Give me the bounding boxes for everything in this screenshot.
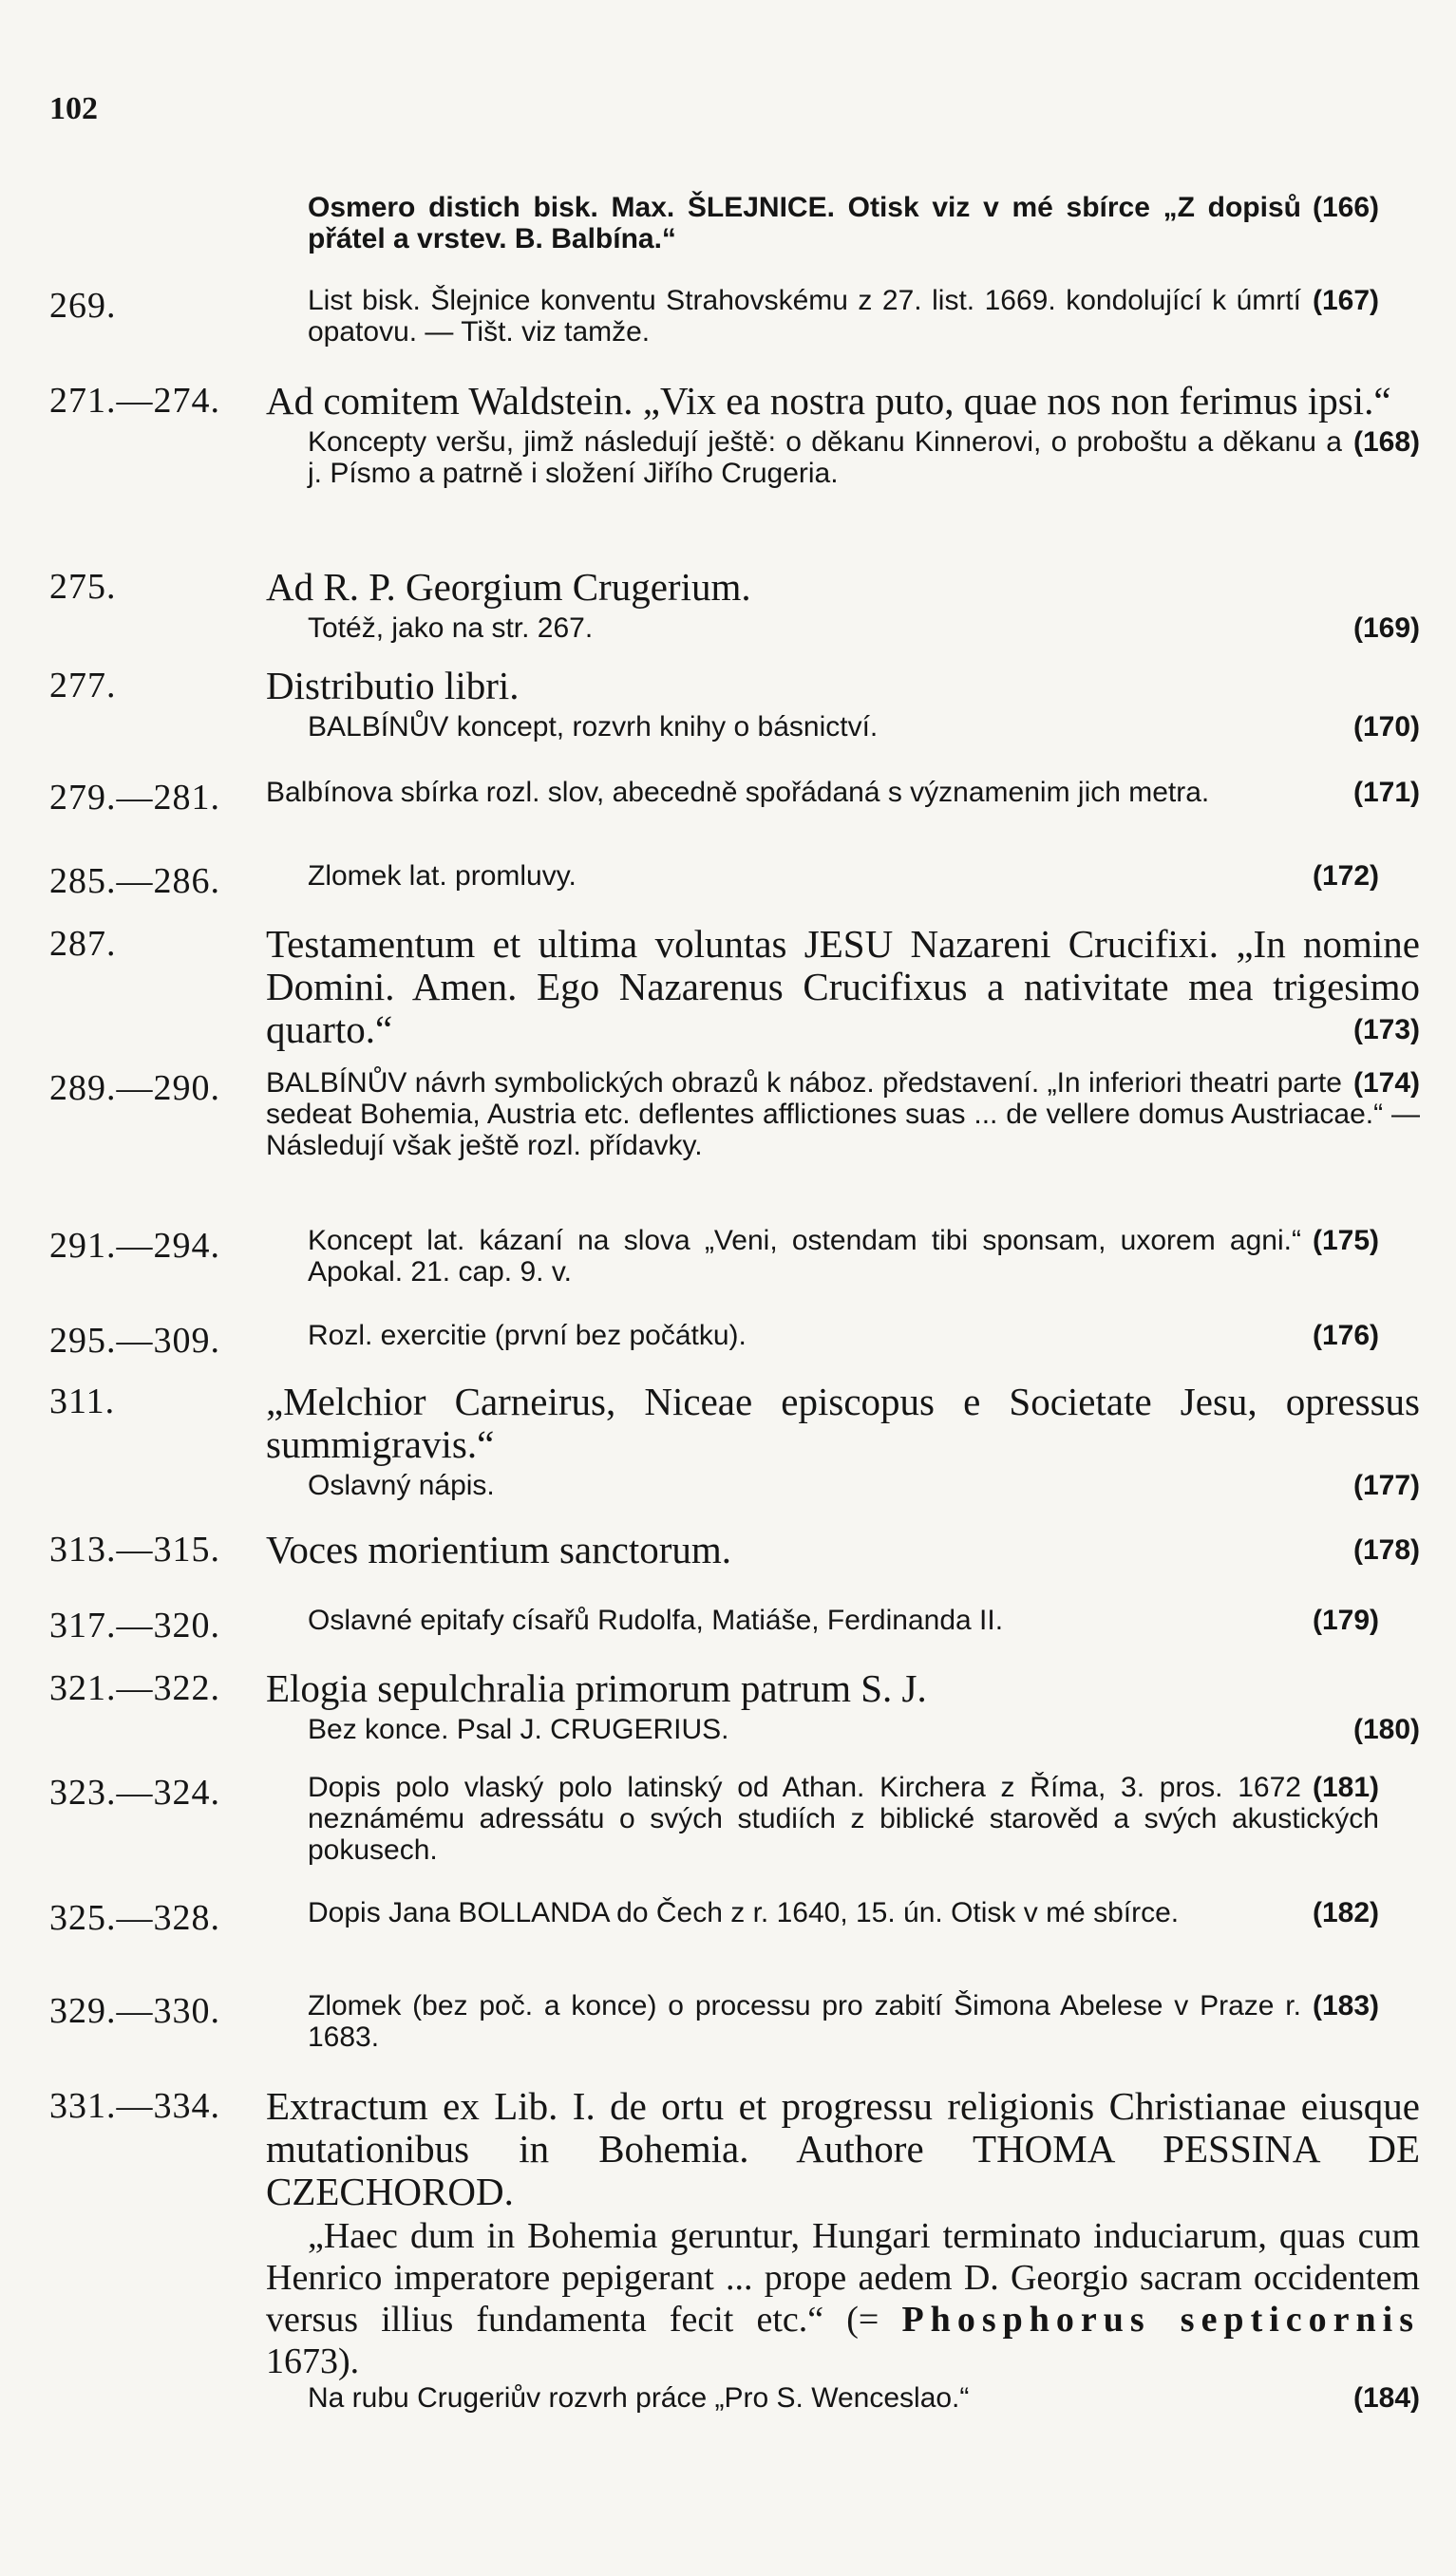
entry-description: (174) BALBÍNŮV návrh symbolických obrazů k náboz. představení. „In inferiori theatri parte sedeat Bohemia, Austria etc. deflentes afflictiones suas ... de vellere domus Austriacae.“ — Následují však ještě rozl. přídavky. <box>266 1067 1420 1161</box>
entry-page-range: 311. <box>49 1382 116 1421</box>
entry-description: (166) Osmero distich bisk. Max. ŠLEJNICE. Otisk viz v mé sbírce „Z dopisů přátel a vrstev. B. Balbína.“ <box>308 192 1379 254</box>
entry-description: (170) BALBÍNŮV koncept, rozvrh knihy o básnictví. <box>308 711 1420 743</box>
entry-description: (184) Na rubu Crugeriův rozvrh práce „Pro S. Wenceslao.“ <box>308 2382 1420 2414</box>
entry-reference: (171) <box>1352 777 1420 808</box>
entry-reference: (170) <box>1352 711 1420 743</box>
entry-quote-title: Phosphorus septicornis <box>901 2300 1420 2340</box>
entry-reference: (173) <box>1352 1014 1420 1045</box>
entry-reference: (180) <box>1352 1714 1420 1745</box>
entry-description: (181) Dopis polo vlaský polo latinský od Athan. Kirchera z Říma, 3. pros. 1672 neznámému adressátu o svých studiích z biblické starověd a svých akustických pokusech. <box>308 1772 1379 1866</box>
entry-reference: (183) <box>1312 1990 1379 2021</box>
entry-title: Ad R. P. Georgium Crugerium. <box>266 565 751 609</box>
entry-page-range: 279.—281. <box>49 778 220 818</box>
entry-page-range: 321.—322. <box>49 1668 220 1708</box>
entry-reference: (184) <box>1352 2382 1420 2414</box>
entry-page-range: 313.—315. <box>49 1530 220 1570</box>
entry-reference: (177) <box>1352 1470 1420 1501</box>
entry-description: (169) Totéž, jako na str. 267. <box>308 612 1420 644</box>
entry-reference: (181) <box>1312 1772 1379 1803</box>
entry-description: (171) Balbínova sbírka rozl. slov, abecedně spořádaná s významenim jich metra. <box>266 777 1420 808</box>
entry-description: (167) List bisk. Šlejnice konventu Strahovskému z 27. list. 1669. kondolující k úmrtí opatovu. — Tišt. viz tamže. <box>308 285 1379 348</box>
entry-title: Elogia sepulchralia primorum patrum S. J. <box>266 1666 927 1710</box>
entry-page-range: 325.—328. <box>49 1898 220 1938</box>
entry-page-range: 289.—290. <box>49 1068 220 1108</box>
entry-quote: „Haec dum in Bohemia geruntur, Hungari terminato induciarum, quas cum Henrico imperatore pepigerant ... prope aedem D. Georgio sacram occidentem versus illius fundamenta fecit etc.“ (= Phosphorus septicornis 1673). <box>266 2216 1420 2381</box>
entry-title: Distributio libri. <box>266 664 520 707</box>
entry-title: Extractum ex Lib. I. de ortu et progressu religionis Christianae eiusque mutationibus in Bohemia. Authore THOMA PESSINA DE CZECHOROD. <box>266 2084 1420 2213</box>
entry-page-range: 329.—330. <box>49 1991 220 2031</box>
entry-description: (183) Zlomek (bez poč. a konce) o processu pro zabití Šimona Abelese v Praze r. 1683. <box>308 1990 1379 2053</box>
entry-reference: (175) <box>1312 1225 1379 1256</box>
entry-reference: (178) <box>1352 1534 1420 1566</box>
entry-description: (177) Oslavný nápis. <box>308 1470 1420 1501</box>
page-number: 102 <box>49 91 98 126</box>
entry-description: (172) Zlomek lat. promluvy. <box>308 860 1379 892</box>
entry-page-range: 277. <box>49 666 117 705</box>
entry-reference: (176) <box>1312 1320 1379 1351</box>
entry-description: (180) Bez konce. Psal J. CRUGERIUS. <box>308 1714 1420 1745</box>
entry-page-range: 317.—320. <box>49 1606 220 1645</box>
entry-page-range: 291.—294. <box>49 1226 220 1266</box>
entry-description: (176) Rozl. exercitie (první bez počátku). <box>308 1320 1379 1351</box>
entry-page-range: 295.—309. <box>49 1321 220 1361</box>
entry-description: (175) Koncept lat. kázaní na slova „Veni, ostendam tibi sponsam, uxorem agni.“ Apokal. 21. cap. 9. v. <box>308 1225 1379 1288</box>
entry-reference: (179) <box>1312 1605 1379 1636</box>
entry-reference: (166) <box>1312 192 1379 223</box>
entry-description: (179) Oslavné epitafy císařů Rudolfa, Matiáše, Ferdinanda II. <box>308 1605 1379 1636</box>
entry-page-range: 275. <box>49 567 117 607</box>
entry-reference: (182) <box>1312 1897 1379 1928</box>
entry-title: Ad comitem Waldstein. „Vix ea nostra puto, quae nos non ferimus ipsi.“ <box>266 379 1391 423</box>
entry-page-range: 287. <box>49 924 117 964</box>
entry-reference: (169) <box>1352 612 1420 644</box>
entry-reference: (168) <box>1352 426 1420 458</box>
entry-title: „Melchior Carneirus, Niceae episcopus e Societate Jesu, opressus summigravis.“ <box>266 1380 1420 1466</box>
entry-reference: (167) <box>1312 285 1379 316</box>
entry-title: Testamentum et ultima voluntas JESU Nazareni Crucifixi. „In nomine Domini. Amen. Ego Nazarenus Crucifixus a nativitate mea trigesimo quarto.“ (173) <box>266 922 1420 1051</box>
entry-description: (168) Koncepty veršu, jimž následují ještě: o děkanu Kinnerovi, o proboštu a děkanu a j. Písmo a patrně i složení Jiřího Crugeria. <box>308 426 1420 489</box>
entry-page-range: 331.—334. <box>49 2086 220 2126</box>
entry-page-range: 269. <box>49 286 117 326</box>
entry-page-range: 323.—324. <box>49 1773 220 1813</box>
entry-reference: (172) <box>1312 860 1379 892</box>
entry-reference: (174) <box>1352 1067 1420 1099</box>
entry-page-range: 285.—286. <box>49 861 220 901</box>
entry-description: (182) Dopis Jana BOLLANDA do Čech z r. 1640, 15. ún. Otisk v mé sbírce. <box>308 1897 1379 1928</box>
entry-page-range: 271.—274. <box>49 381 220 421</box>
entry-title: Voces morientium sanctorum. (178) <box>266 1528 1420 1571</box>
